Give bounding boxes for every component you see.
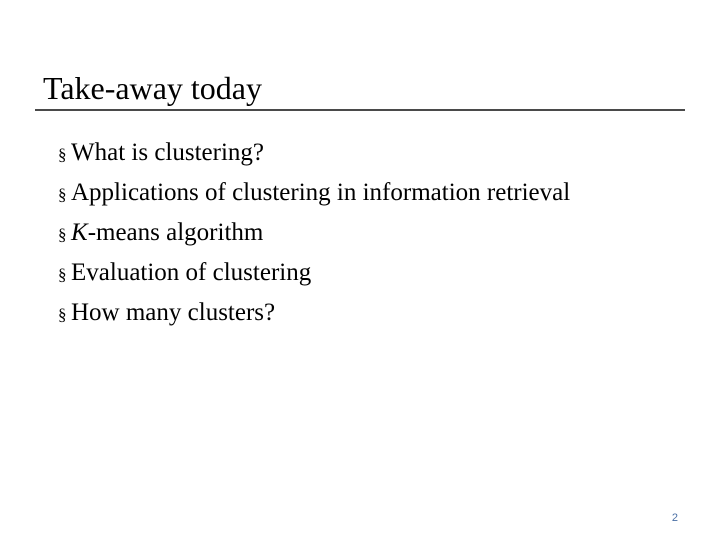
- bullet-marker-icon: §: [58, 305, 67, 324]
- title-divider: [35, 109, 685, 111]
- bullet-marker-icon: §: [58, 225, 67, 244]
- bullet-item: [58, 136, 570, 176]
- bullet-marker-icon: §: [58, 265, 67, 284]
- bullet-item: [58, 256, 570, 296]
- bullet-item: [58, 176, 570, 216]
- bullet-list: [58, 136, 570, 336]
- bullet-item: [58, 216, 570, 256]
- bullet-marker-icon: §: [58, 145, 67, 164]
- bullet-marker-icon: §: [58, 185, 67, 204]
- slide-title: Take-away today: [43, 70, 262, 106]
- bullet-text: Applications of clustering in information retrieval: [71, 179, 571, 206]
- bullet-text: What is clustering?: [71, 139, 264, 166]
- page-number: 2: [671, 512, 678, 524]
- bullet-italic-prefix: K: [71, 219, 88, 246]
- bullet-text: -means algorithm: [87, 219, 264, 246]
- bullet-text: Evaluation of clustering: [71, 259, 312, 286]
- bullet-item: [58, 296, 570, 336]
- bullet-text: How many clusters?: [71, 299, 276, 326]
